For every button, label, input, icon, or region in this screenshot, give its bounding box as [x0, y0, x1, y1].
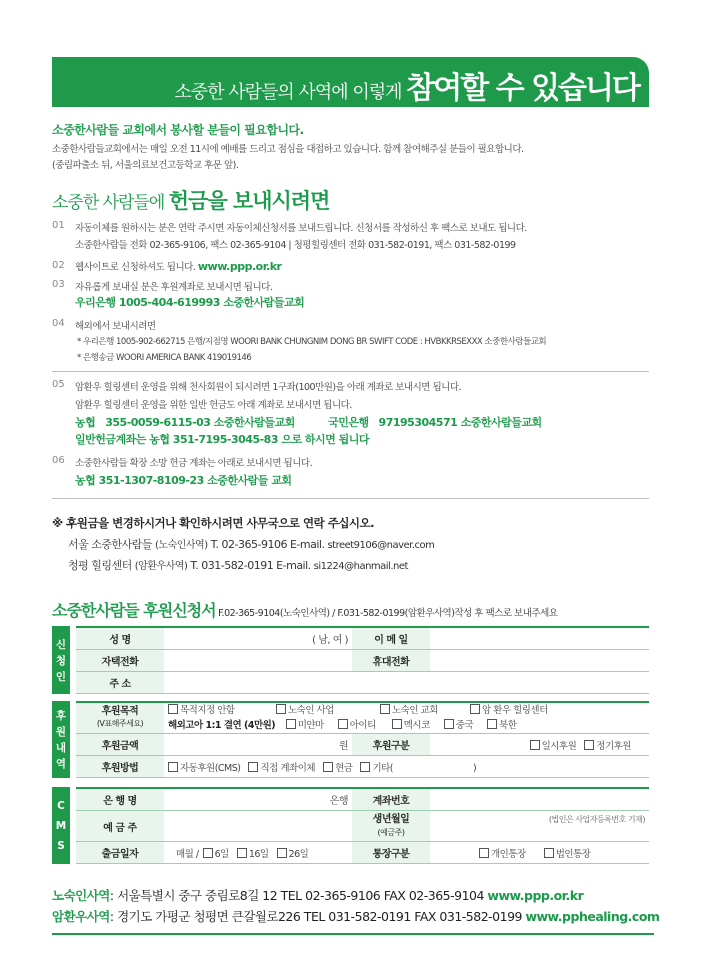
purpose-checkbox[interactable]: 노숙인 사업 [276, 703, 380, 718]
email-field[interactable] [430, 627, 649, 650]
method-checkbox[interactable]: 직접 계좌이체 [248, 763, 315, 774]
acct-type-checkbox[interactable]: 법인통장 [544, 849, 591, 860]
phone-field[interactable] [164, 650, 352, 672]
method-checkbox[interactable]: 기타( [360, 763, 393, 774]
banner-title: 소중한 사람들의 사역에 이렇게 참여할 수 있습니다 [174, 71, 639, 106]
type-checkbox[interactable]: 일시후원 [530, 741, 577, 752]
bank-label: 은 행 명 [73, 788, 164, 811]
date-checkbox[interactable]: 6일 [203, 849, 229, 860]
contact-seoul: 서울 소중한사람들 (노숙인사역) T. 02-365-9106 E-mail. street9106@naver.com [68, 538, 435, 551]
item-04-line3: * 은행송금 WOORI AMERICA BANK 419019146 [77, 353, 252, 363]
item-05-line2: 암환우 힐링센터 운영을 위한 일반 헌금도 아래 계좌로 보내시면 됩니다. [75, 400, 352, 411]
mobile-label: 휴대전화 [352, 650, 430, 672]
item-05-line1: 암환우 힐링센터 운영을 위해 천사회원이 되시려면 1구좌(100만원)을 아래 계좌로 보내시면 됩니다. [75, 382, 462, 393]
email-link[interactable]: street9106@naver.com [327, 540, 435, 551]
item-number: 01 [52, 220, 65, 231]
footer-line-1: 노숙인사역: 서울특별시 중구 중림로8길 12 TEL 02-365-9106 FAX 02-365-9104 www.ppp.or.kr [52, 888, 584, 903]
holder-label: 예 금 주 [73, 811, 164, 842]
item-06-account: 농협 351-1307-8109-23 소중한사람들 교회 [75, 474, 292, 487]
address-label: 주 소 [73, 672, 164, 694]
date-options: 매월 / 6일 16일 26일 [164, 842, 352, 864]
type-options [430, 734, 649, 756]
volunteer-line2: (중림파출소 뒤, 서울의료보건고등학교 후문 앞). [52, 160, 239, 171]
item-05-accounts: 농협 355-0059-6115-03 소중한사람들교회 국민은행 97195304571 소중한사람들교회 [75, 416, 542, 429]
name-field[interactable]: ( 남, 여 ) [164, 627, 352, 650]
header-banner [52, 57, 649, 107]
item-number: 06 [52, 455, 65, 466]
website-link[interactable]: www.pphealing.com [525, 909, 660, 924]
item-05-general-account: 일반헌금계좌는 농협 351-7195-3045-83 으로 하시면 됩니다 [75, 433, 369, 446]
amount-field[interactable]: 원 [164, 734, 352, 756]
item-number: 04 [52, 318, 65, 329]
purpose-checkbox[interactable]: 노숙인 교회 [380, 703, 470, 718]
mobile-field[interactable] [430, 650, 649, 672]
acct-type-label: 통장구분 [352, 842, 430, 864]
cms-side-label: C M S [52, 788, 73, 864]
purpose-checkbox[interactable]: 목적지정 안함 [168, 703, 276, 718]
applicant-side-label: 신 청 인 [52, 627, 73, 694]
item-03-account: 우리은행 1005-404-619993 소중한사람들교회 [75, 296, 305, 309]
holder-field[interactable] [164, 811, 352, 842]
country-checkbox[interactable]: 중국 [444, 720, 473, 731]
item-number: 05 [52, 379, 65, 390]
country-checkbox[interactable]: 미얀마 [286, 720, 324, 731]
item-06-line1: 소중한사람들 확장 소망 헌금 계좌는 아래로 보내시면 됩니다. [75, 458, 313, 469]
volunteer-title: 소중한사람들 교회에서 봉사할 분들이 필요합니다. [52, 123, 304, 137]
item-number: 03 [52, 279, 65, 290]
account-field[interactable] [430, 788, 649, 811]
purpose-checkbox[interactable]: 암 환우 힐링센터 [470, 705, 548, 716]
phone-label: 자택전화 [73, 650, 164, 672]
volunteer-line1: 소중한사람들교회에서는 매일 오전 11시에 예배를 드리고 점심을 대접하고 있습니다. 함께 참여해주실 분들이 필요합니다. [52, 144, 524, 155]
name-label: 성 명 [73, 627, 164, 650]
item-01-line2: 소중한사람들 전화 02-365-9106, 팩스 02-365-9104 | 청평힐링센터 전화 031-582-0191, 팩스 031-582-0199 [75, 240, 516, 251]
country-checkbox[interactable]: 멕시코 [392, 720, 430, 731]
item-number: 02 [52, 260, 65, 271]
method-checkbox[interactable]: 자동후원(CMS) [168, 763, 240, 774]
form-title: 소중한사람들 후원신청서 F.02-365-9104(노숙인사역) / F.031-582-0199(암환우사역)작성 후 팩스로 보내주세요 [52, 601, 558, 620]
email-link[interactable]: si1224@hanmail.net [313, 561, 408, 572]
email-label: 이 메 일 [352, 627, 430, 650]
divider [52, 371, 649, 372]
country-checkbox[interactable]: 북한 [487, 720, 516, 731]
item-04-line2: * 우리은행 1005-902-662715 은행/지점명 WOORI BANK CHUNGNIM DONG BR SWIFT CODE : HVBKKRSEXXX 소중한사람들교회 [77, 337, 547, 347]
method-options: 자동후원(CMS) 직접 계좌이체 현금 기타( ) [164, 756, 649, 778]
account-label: 계좌번호 [352, 788, 430, 811]
date-checkbox[interactable]: 26일 [277, 849, 309, 860]
bank-field[interactable]: 은행 [164, 788, 352, 811]
website-link[interactable]: www.ppp.or.kr [197, 260, 282, 273]
birth-field[interactable]: (법인은 사업자등록번호 기재) [430, 811, 649, 842]
acct-type-checkbox[interactable]: 개인통장 [479, 849, 526, 860]
website-link[interactable]: www.ppp.or.kr [487, 888, 584, 903]
divider [52, 498, 649, 499]
acct-type-options [430, 842, 649, 864]
purpose-label: 후원목적 (V표해주세요) [73, 702, 164, 734]
type-label: 후원구분 [352, 734, 430, 756]
method-label: 후원방법 [73, 756, 164, 778]
cms-table [52, 787, 649, 864]
date-checkbox[interactable]: 16일 [237, 849, 269, 860]
address-field[interactable] [164, 672, 649, 694]
donation-table [52, 701, 649, 778]
donation-side-label: 후 원 내 역 [52, 702, 73, 778]
item-01-line1: 자동이체를 원하시는 분은 연락 주시면 자동이체신청서를 보내드립니다. 신청서를 작성하신 후 팩스로 보내도 됩니다. [75, 223, 527, 234]
item-04-line1: 해외에서 보내시려면 [75, 321, 156, 332]
item-03-line1: 자유롭게 보내실 분은 후원계좌로 보내시면 됩니다. [75, 282, 273, 293]
notice-title: ※ 후원금을 변경하시거나 확인하시려면 사무국으로 연락 주십시오. [52, 516, 375, 530]
country-checkbox[interactable]: 아이티 [338, 720, 376, 731]
purpose-options: 목적지정 안함 노숙인 사업 노숙인 교회 암 환우 힐링센터 해외고아 1:1 결연 (4만원) 미얀마 아이티 멕시코 중국 북한 [164, 702, 649, 734]
item-02-line: 웹사이트로 신청하셔도 됩니다. www.ppp.or.kr [75, 260, 282, 273]
date-label: 출금일자 [73, 842, 164, 864]
birth-label: 생년월일 (예금주) [352, 811, 430, 842]
type-checkbox[interactable]: 정기후원 [584, 741, 631, 752]
donate-title: 소중한 사람들에 헌금을 보내시려면 [52, 189, 330, 213]
method-checkbox[interactable]: 현금 [323, 763, 352, 774]
amount-label: 후원금액 [73, 734, 164, 756]
applicant-table [52, 626, 649, 694]
bottom-divider [52, 933, 654, 935]
footer-line-2: 암환우사역: 경기도 가평군 청평면 큰갈월로226 TEL 031-582-0191 FAX 031-582-0199 www.pphealing.com [52, 909, 660, 924]
contact-cheongpyeong: 청평 힐링센터 (암환우사역) T. 031-582-0191 E-mail. si1224@hanmail.net [68, 559, 408, 572]
